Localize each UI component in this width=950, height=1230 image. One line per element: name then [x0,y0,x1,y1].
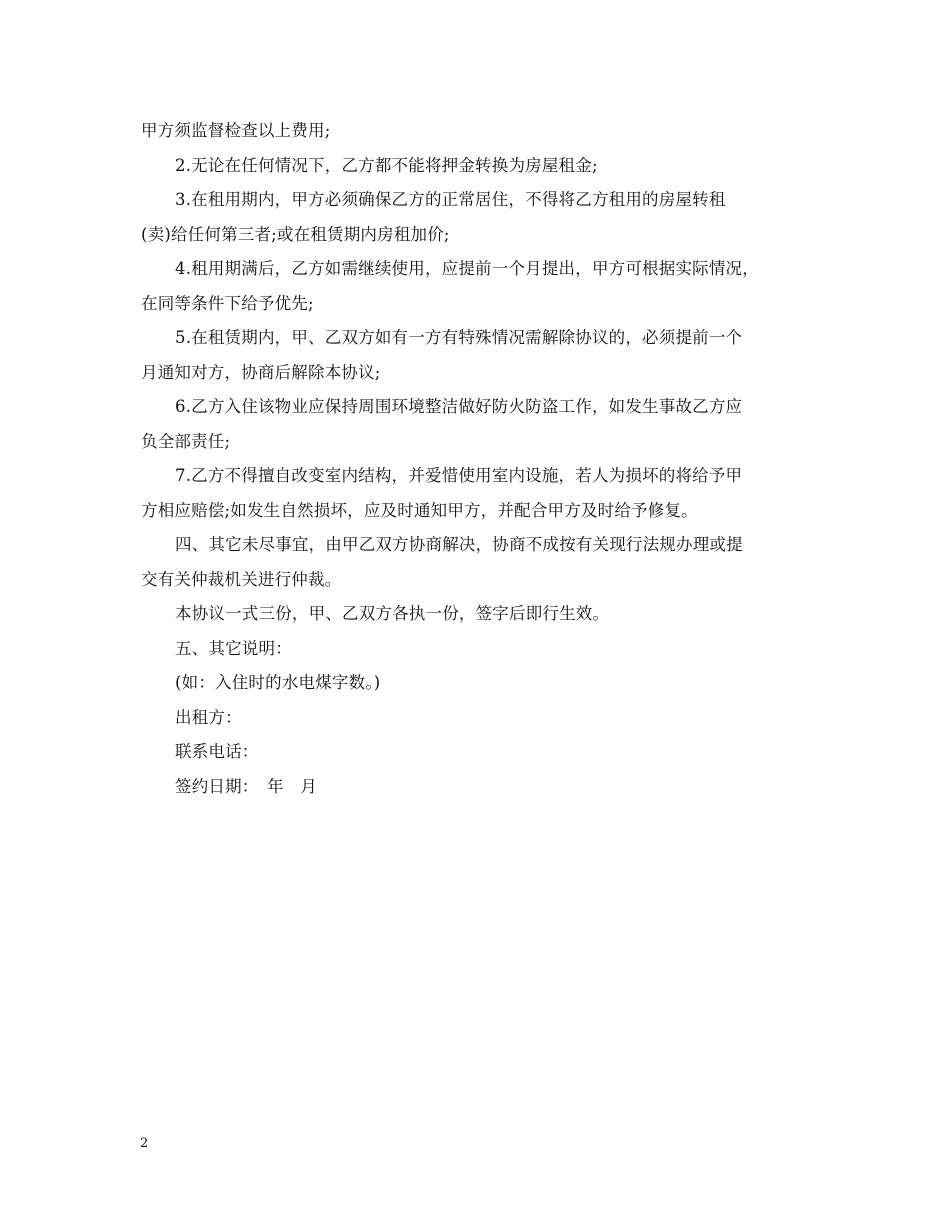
text-line: 联系电话： [175,742,259,761]
text-line: 甲方须监督检查以上费用; [141,121,331,140]
text-line: (卖)给任何第三者;或在租赁期内房租加价; [141,224,450,244]
text-line: 负全部责任; [141,431,231,451]
text-line: 6.乙方入住该物业应保持周围环境整洁做好防火防盗工作，如发生事故乙方应 [175,397,743,416]
text-line: 四、其它未尽事宜，由甲乙双方协商解决，协商不成按有关现行法规办理或提 [175,535,743,554]
text-line: 4.租用期满后，乙方如需继续使用，应提前一个月提出，甲方可根据实际情况， [175,259,759,278]
page-number: 2 [140,1136,149,1151]
text-line: 方相应赔偿;如发生自然损坏，应及时通知甲方，并配合甲方及时给予修复。 [141,500,698,520]
agreement-body [141,114,831,804]
text-line: 交有关仲裁机关进行仲裁。 [141,569,342,589]
text-line: 本协议一式三份，甲、乙双方各执一份，签字后即行生效。 [175,604,610,623]
text-line: 出租方： [175,707,242,727]
text-line: 签约日期： 年 月 [175,776,318,796]
text-line: 月通知对方，协商后解除本协议; [141,362,381,382]
text-line: 7.乙方不得擅自改变室内结构，并爱惜使用室内设施，若人为损坏的将给予甲 [175,466,743,485]
text-line: 五、其它说明： [175,638,292,658]
text-line: 2.无论在任何情况下，乙方都不能将押金转换为房屋租金; [175,155,598,175]
text-line: 3.在租用期内，甲方必须确保乙方的正常居住，不得将乙方租用的房屋转租 [175,190,726,209]
text-line: 5.在租赁期内，甲、乙双方如有一方有特殊情况需解除协议的，必须提前一个 [175,328,743,347]
text-line: (如：入住时的水电煤字数。) [175,673,381,692]
text-line: 在同等条件下给予优先; [141,293,314,313]
